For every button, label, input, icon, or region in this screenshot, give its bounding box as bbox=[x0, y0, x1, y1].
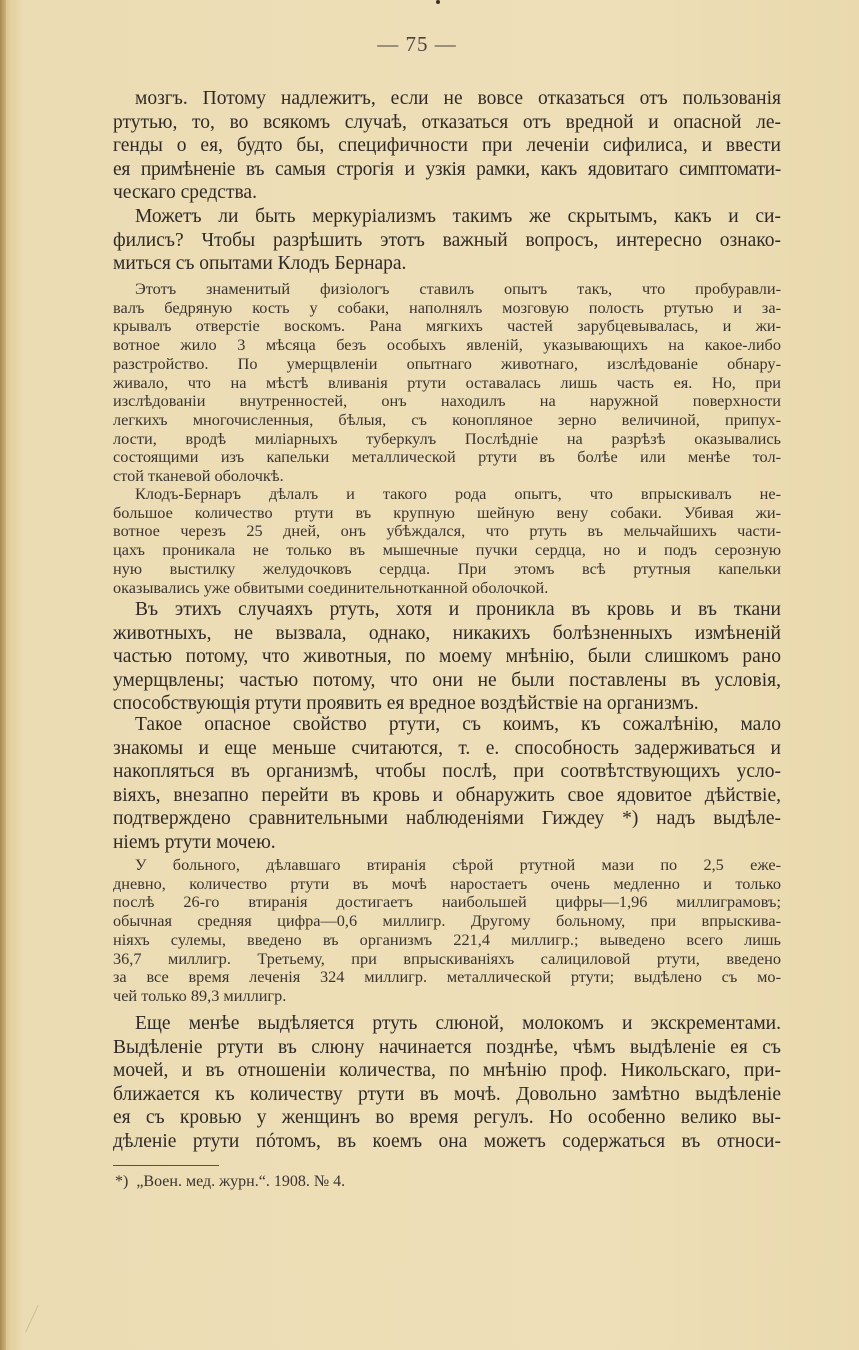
text-line: знакомы и еще меньше считаются, т. е. способность задерживаться и bbox=[113, 737, 781, 759]
text-line: умерщвлены; частью потому, что они не были поставлены въ условія, bbox=[113, 669, 781, 691]
paragraph bbox=[113, 713, 781, 854]
paragraph bbox=[113, 1012, 781, 1153]
text-line: живало, что на мѣстѣ вливанія ртути оставалась лишь часть ея. Но, при bbox=[113, 372, 781, 392]
text-line: генды о ея, будто бы, специфичности при леченіи сифилиса, и ввести bbox=[113, 135, 781, 156]
text-line: ческаго средства. bbox=[113, 182, 257, 203]
text-line: чей только 89,3 миллигр. bbox=[113, 985, 287, 1005]
text-line: Въ этихъ случаяхъ ртуть, хотя и проникла въ кровь и въ ткани bbox=[135, 599, 781, 620]
text-line: вотное черезъ 25 дней, онъ убѣждался, что ртуть въ мельчайшихъ части- bbox=[113, 521, 781, 541]
text-line: 36,7 миллигр. Третьему, при впрыскиваніяхъ салициловой ртути, введено bbox=[113, 948, 781, 968]
text-line: Такое опасное свойство ртути, съ коимъ, къ сожалѣнію, мало bbox=[135, 714, 781, 735]
ink-dot bbox=[436, 0, 440, 4]
paragraph-can-mercurialism bbox=[113, 205, 781, 276]
footnote bbox=[113, 1172, 613, 1192]
text-line: вотное жило 3 мѣсяца безъ особыхъ явленій, указывающихъ на какое-либо bbox=[113, 335, 781, 355]
text-line: обычная средняя цифра—0,6 миллигр. Другому больному, при впрыскива- bbox=[113, 911, 781, 931]
text-line: валъ бедряную кость у собаки, наполнялъ мозговую полость ртутью и за- bbox=[113, 297, 781, 317]
text-line: Этотъ знаменитый физіологъ ставилъ опытъ такъ, что пробуравли- bbox=[135, 279, 781, 298]
text-line: стой тканевой оболочкѣ. bbox=[113, 466, 284, 486]
footnote-marker: *) bbox=[115, 1173, 129, 1190]
text-line: ніяхъ сулемы, введено въ организмъ 221,4 миллигр.; выведено всего лишь bbox=[113, 929, 781, 949]
paragraph-small bbox=[113, 280, 781, 486]
text-line: ближается къ количеству ртути въ мочѣ. Довольно замѣтно выдѣленіе bbox=[113, 1083, 781, 1105]
paragraph-small bbox=[113, 485, 781, 597]
text-line: накопляться въ организмѣ, чтобы послѣ, при соотвѣтствующихъ усло- bbox=[113, 761, 781, 782]
text-line: изслѣдованіи внутренностей, онъ находилъ на наружной поверхности bbox=[113, 391, 781, 411]
paper-crease bbox=[25, 1305, 66, 1345]
text-line: лости, вродѣ миліарныхъ туберкулъ Послѣдніе на разрѣзѣ оказывались bbox=[113, 428, 781, 448]
text-line: ную выстилку желудочковъ сердца. При этомъ всѣ ртутныя капельки bbox=[113, 558, 781, 578]
text-line: подтверждено сравнительными наблюденіями Гиждеу *) надъ выдѣле- bbox=[113, 808, 781, 829]
text-line: Выдѣленіе ртути въ слюну начинается позднѣе, чѣмъ выдѣленіе ея съ bbox=[113, 1036, 781, 1058]
text-line: крывалъ отверстіе воскомъ. Рана мягкихъ частей зарубцевывалась, и жи- bbox=[113, 316, 781, 336]
text-line: дневно, количество ртути въ мочѣ наростаетъ очень медленно и только bbox=[113, 873, 781, 893]
footnote-divider bbox=[113, 1165, 219, 1166]
text-line: ртутью, то, во всякомъ случаѣ, отказаться отъ вредной и опасной ле- bbox=[113, 111, 781, 133]
text-line: віяхъ, внезапно перейти въ кровь и обнаружить свое ядовитое дѣйствіе, bbox=[113, 784, 781, 806]
text-line: ніемъ ртути мочею. bbox=[113, 831, 276, 853]
paragraph bbox=[113, 598, 781, 716]
text-line: Еще менѣе выдѣляется ртуть слюной, молокомъ и экскрементами. bbox=[135, 1013, 781, 1034]
text-line: разстройство. По умерщвленіи опытнаго животнаго, изслѣдованіе обнару- bbox=[113, 353, 781, 373]
text-line: цахъ проникала не только въ мышечные пучки сердца, но и подъ серозную bbox=[113, 540, 781, 560]
text-line: Клодъ-Бернаръ дѣлалъ и такого рода опытъ, что впрыскивалъ не- bbox=[135, 484, 781, 503]
text-line: Можетъ ли быть меркуріализмъ такимъ же скрытымъ, какъ и си- bbox=[135, 206, 781, 227]
page-spine-shadow bbox=[0, 0, 6, 1350]
text-line: миться съ опытами Клодъ Бернара. bbox=[113, 253, 407, 274]
text-line: оказывались уже обвитыми соединительнотканной оболочкой. bbox=[113, 577, 549, 597]
text-line: большое количество ртути въ крупную шейную вену собаки. Убивая жи- bbox=[113, 502, 781, 522]
paragraph-small bbox=[113, 856, 781, 1006]
page-number: — 75 — bbox=[377, 32, 457, 56]
text-line: послѣ 26-го втиранія достигаетъ наибольшей цифры—1,96 миллиграмовъ; bbox=[113, 892, 781, 912]
text-line: легкихъ многочисленныя, бѣлыя, съ конопляное зерно величиной, припух- bbox=[113, 409, 781, 429]
text-line: частью потому, что животныя, по моему мнѣнію, были слишкомъ рано bbox=[113, 646, 781, 667]
text-line: способствующія ртути проявить ея вредное воздѣйствіе на организмъ. bbox=[113, 693, 699, 714]
text-line: филисъ? Чтобы разрѣшить этотъ важный вопросъ, интересно ознако- bbox=[113, 229, 781, 251]
text-line: У больного, дѣлавшаго втиранія сѣрой ртутной мази по 2,5 еже- bbox=[135, 855, 781, 874]
text-line: животныхъ, не вызвала, однако, никакихъ болѣзненныхъ измѣненій bbox=[113, 622, 781, 644]
text-line: мочей, и въ отношеніи количества, по мнѣнію проф. Никольскаго, при- bbox=[113, 1060, 781, 1081]
text-line: состоящими изъ капельки металлической ртути въ болѣе или менѣе тол- bbox=[113, 447, 781, 467]
text-line: мозгъ. Потому надлежитъ, если не вовсе отказаться отъ пользованія bbox=[135, 88, 781, 109]
text-line: за все время леченія 324 миллигр. металлической ртути; выдѣлено съ мо- bbox=[113, 967, 781, 987]
text-line: ея съ кровью у женщинъ во время регулъ. Но особенно велико вы- bbox=[113, 1107, 781, 1128]
footnote-text: „Воен. мед. журн.“. 1908. № 4. bbox=[136, 1173, 346, 1190]
text-line: ея примѣненіе въ самыя строгія и узкія рамки, какъ ядовитаго симптомати- bbox=[113, 158, 781, 180]
paragraph bbox=[113, 87, 781, 205]
text-line: дѣленіе ртути пóтомъ, въ коемъ она можетъ содержаться въ относи- bbox=[113, 1130, 781, 1152]
